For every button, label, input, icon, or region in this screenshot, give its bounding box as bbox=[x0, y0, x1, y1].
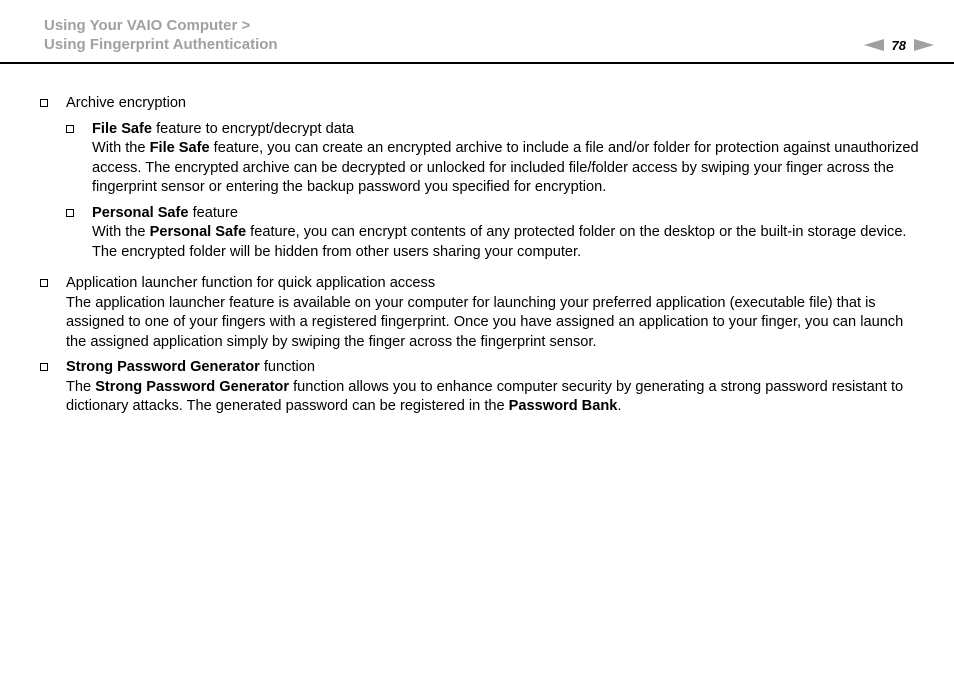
list-item-title: Archive encryption bbox=[66, 95, 187, 111]
checkbox-bullet-icon bbox=[66, 125, 74, 133]
next-page-arrow-icon[interactable] bbox=[914, 39, 934, 51]
sub-item-title-bold: Personal Safe bbox=[92, 204, 189, 221]
breadcrumb-section[interactable]: Using Your VAIO Computer > bbox=[44, 17, 251, 34]
sub-item-title-rest: feature to encrypt/decrypt data bbox=[152, 120, 355, 137]
breadcrumb-subsection[interactable]: Using Fingerprint Authentication bbox=[44, 36, 278, 53]
desc-text: . bbox=[617, 398, 622, 414]
page-number: 78 bbox=[891, 37, 906, 53]
list-item-application-launcher bbox=[40, 274, 920, 352]
list-item-title: Application launcher function for quick application access bbox=[66, 275, 436, 291]
header-divider bbox=[0, 62, 954, 64]
sub-item-personal-safe bbox=[66, 204, 920, 263]
list-item-strong-password-generator bbox=[40, 358, 920, 417]
sub-item-description bbox=[92, 139, 920, 198]
list-item-archive-encryption bbox=[40, 94, 920, 268]
sub-item-title bbox=[92, 120, 920, 140]
sub-item-description bbox=[92, 223, 920, 262]
desc-bold-text: Password Bank bbox=[508, 398, 618, 414]
desc-text: feature, you can create an encrypted archive to include a file and/or folder for protection against unauthorized access. The encrypted archive can be decrypted or unlocked for included file/folder access by swiping your finger across the fingerprint sensor or entering the backup password you specified for encryption. bbox=[92, 140, 919, 195]
checkbox-bullet-icon bbox=[40, 279, 48, 287]
breadcrumb bbox=[44, 16, 278, 54]
main-content bbox=[40, 94, 920, 423]
sub-item-title bbox=[92, 204, 920, 224]
previous-page-arrow-icon[interactable] bbox=[864, 39, 884, 51]
list-item-description bbox=[66, 378, 920, 417]
desc-text: With the bbox=[92, 140, 150, 156]
sub-item-file-safe bbox=[66, 120, 920, 198]
desc-text: function allows you to enhance computer security by generating a strong password resistant to dictionary attacks. The generated password can be registered in the bbox=[66, 378, 904, 414]
desc-bold-text: Strong Password Generator bbox=[95, 378, 290, 395]
desc-text: feature, you can encrypt contents of any protected folder on the desktop or the built-in storage device. The encrypted folder will be hidden from other users sharing your computer. bbox=[92, 224, 907, 260]
list-item-title-bold: Strong Password Generator bbox=[66, 359, 260, 375]
checkbox-bullet-icon bbox=[66, 209, 74, 217]
desc-bold-text: File Safe bbox=[149, 140, 210, 156]
desc-text: With the bbox=[92, 224, 150, 240]
sub-item-title-rest: feature bbox=[188, 204, 239, 221]
sub-item-title-bold: File Safe bbox=[92, 120, 153, 137]
checkbox-bullet-icon bbox=[40, 363, 48, 371]
page-navigation bbox=[864, 37, 934, 53]
list-item-title-rest: function bbox=[259, 359, 315, 375]
sub-list bbox=[66, 120, 920, 263]
desc-text: The bbox=[66, 378, 96, 395]
list-item-title bbox=[66, 358, 920, 378]
list-item-description: The application launcher feature is available on your computer for launching your preferred application (executable file) that is assigned to one of your fingers with a registered fingerprint. Once you have assigned an application to your finger, you can launch the assigned application simply by swiping the finger across the fingerprint sensor. bbox=[66, 294, 904, 350]
checkbox-bullet-icon bbox=[40, 99, 48, 107]
desc-bold-text: Personal Safe bbox=[149, 224, 247, 240]
